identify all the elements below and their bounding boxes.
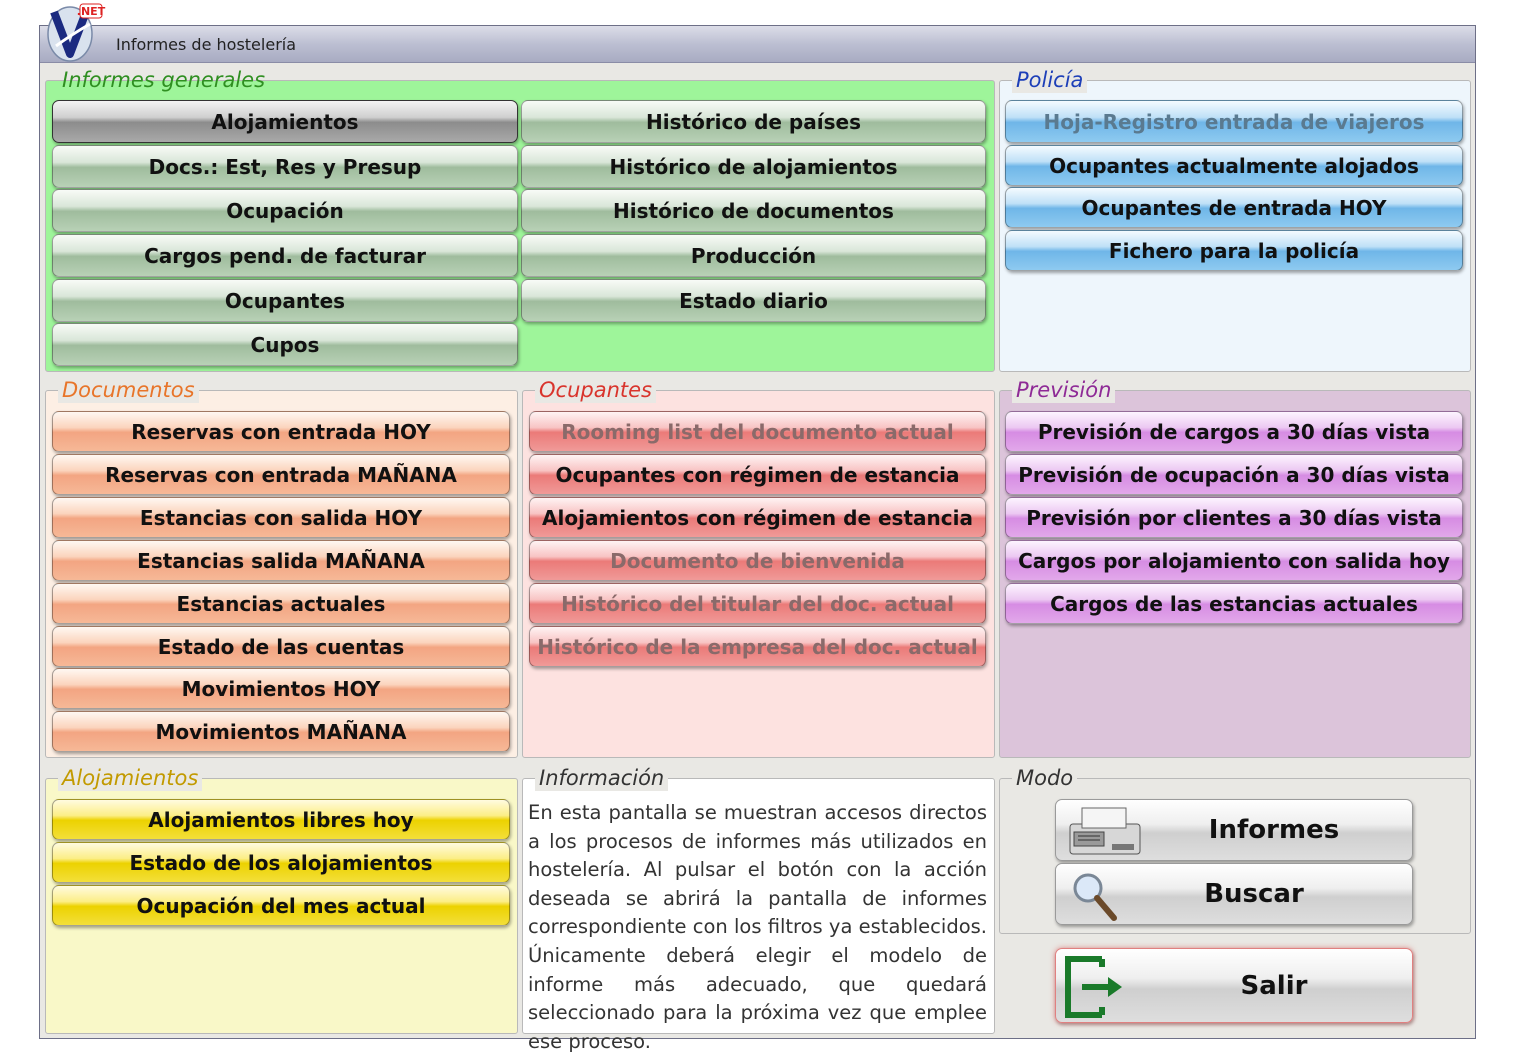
app-logo-icon bbox=[44, 2, 106, 62]
btn-prevision-ocupacion[interactable]: Previsión de ocupación a 30 días vista bbox=[1005, 454, 1463, 495]
exit-door-icon bbox=[1062, 955, 1132, 1019]
btn-hoja-registro[interactable]: Hoja-Registro entrada de viajeros bbox=[1005, 100, 1463, 143]
btn-historico-documentos[interactable]: Histórico de documentos bbox=[521, 189, 986, 232]
magnifier-icon bbox=[1066, 868, 1122, 924]
group-label-documentos: Documentos bbox=[58, 377, 199, 403]
btn-estado-alojamientos[interactable]: Estado de los alojamientos bbox=[52, 842, 510, 883]
modo-informes-label: Informes bbox=[1208, 815, 1340, 845]
group-label-informacion: Información bbox=[535, 765, 668, 791]
btn-ocupantes-entrada-hoy[interactable]: Ocupantes de entrada HOY bbox=[1005, 187, 1463, 228]
btn-historico-paises[interactable]: Histórico de países bbox=[521, 100, 986, 143]
group-label-prevision: Previsión bbox=[1012, 377, 1115, 403]
group-label-ocupantes: Ocupantes bbox=[535, 377, 656, 403]
svg-text:.NET: .NET bbox=[76, 5, 106, 18]
btn-fichero-policia[interactable]: Fichero para la policía bbox=[1005, 230, 1463, 271]
printer-icon bbox=[1060, 804, 1146, 860]
btn-reservas-entrada-hoy[interactable]: Reservas con entrada HOY bbox=[52, 411, 510, 452]
btn-historico-alojamientos[interactable]: Histórico de alojamientos bbox=[521, 145, 986, 188]
info-description: En esta pantalla se muestran accesos directos a los procesos de informes más utilizados en hostelería. Al pulsar el botón con la acción deseada se abrirá la pantalla de informes correspondiente con los filtros ya establecidos. Únicamente deberá elegir el modelo de informe más adecuado, que quedará seleccionado para la próxima vez que emplee ese proceso. bbox=[528, 801, 987, 1053]
btn-prevision-cargos[interactable]: Previsión de cargos a 30 días vista bbox=[1005, 411, 1463, 452]
btn-prevision-clientes[interactable]: Previsión por clientes a 30 días vista bbox=[1005, 497, 1463, 538]
btn-modo-buscar[interactable] bbox=[1055, 863, 1413, 925]
btn-alojamientos[interactable]: Alojamientos bbox=[52, 100, 518, 143]
btn-estancias-salida-hoy[interactable]: Estancias con salida HOY bbox=[52, 497, 510, 538]
btn-produccion[interactable]: Producción bbox=[521, 234, 986, 277]
group-label-alojamientos: Alojamientos bbox=[58, 765, 202, 791]
btn-documento-bienvenida[interactable]: Documento de bienvenida bbox=[529, 540, 986, 581]
btn-cargos-estancias-actuales[interactable]: Cargos de las estancias actuales bbox=[1005, 583, 1463, 624]
btn-estado-cuentas[interactable]: Estado de las cuentas bbox=[52, 626, 510, 667]
salir-label: Salir bbox=[1240, 970, 1308, 1001]
btn-docs-est-res-presup[interactable]: Docs.: Est, Res y Presup bbox=[52, 145, 518, 188]
btn-estancias-salida-manana[interactable]: Estancias salida MAÑANA bbox=[52, 540, 510, 581]
btn-estancias-actuales[interactable]: Estancias actuales bbox=[52, 583, 510, 624]
btn-historico-empresa[interactable]: Histórico de la empresa del doc. actual bbox=[529, 626, 986, 667]
btn-alojamientos-libres[interactable]: Alojamientos libres hoy bbox=[52, 799, 510, 840]
btn-rooming-list[interactable]: Rooming list del documento actual bbox=[529, 411, 986, 452]
btn-cargos-alojamiento-salida[interactable]: Cargos por alojamiento con salida hoy bbox=[1005, 540, 1463, 581]
modo-buscar-label: Buscar bbox=[1204, 879, 1304, 909]
group-label-modo: Modo bbox=[1012, 765, 1077, 791]
btn-ocupantes[interactable]: Ocupantes bbox=[52, 279, 518, 322]
btn-ocupantes-regimen[interactable]: Ocupantes con régimen de estancia bbox=[529, 454, 986, 495]
btn-ocupacion[interactable]: Ocupación bbox=[52, 189, 518, 232]
group-label-policia: Policía bbox=[1012, 67, 1087, 93]
btn-reservas-entrada-manana[interactable]: Reservas con entrada MAÑANA bbox=[52, 454, 510, 495]
btn-movimientos-manana[interactable]: Movimientos MAÑANA bbox=[52, 711, 510, 752]
btn-ocupacion-mes[interactable]: Ocupación del mes actual bbox=[52, 885, 510, 926]
window-title: Informes de hostelería bbox=[116, 35, 297, 54]
btn-ocupantes-alojados[interactable]: Ocupantes actualmente alojados bbox=[1005, 145, 1463, 186]
group-label-generales: Informes generales bbox=[62, 68, 266, 92]
btn-salir[interactable] bbox=[1055, 948, 1413, 1023]
btn-cargos-pend-facturar[interactable]: Cargos pend. de facturar bbox=[52, 234, 518, 277]
btn-estado-diario[interactable]: Estado diario bbox=[521, 279, 986, 322]
btn-alojamientos-regimen[interactable]: Alojamientos con régimen de estancia bbox=[529, 497, 986, 538]
btn-movimientos-hoy[interactable]: Movimientos HOY bbox=[52, 668, 510, 709]
title-bar bbox=[40, 26, 1475, 63]
btn-historico-titular[interactable]: Histórico del titular del doc. actual bbox=[529, 583, 986, 624]
btn-cupos[interactable]: Cupos bbox=[52, 323, 518, 366]
btn-modo-informes[interactable] bbox=[1055, 799, 1413, 861]
